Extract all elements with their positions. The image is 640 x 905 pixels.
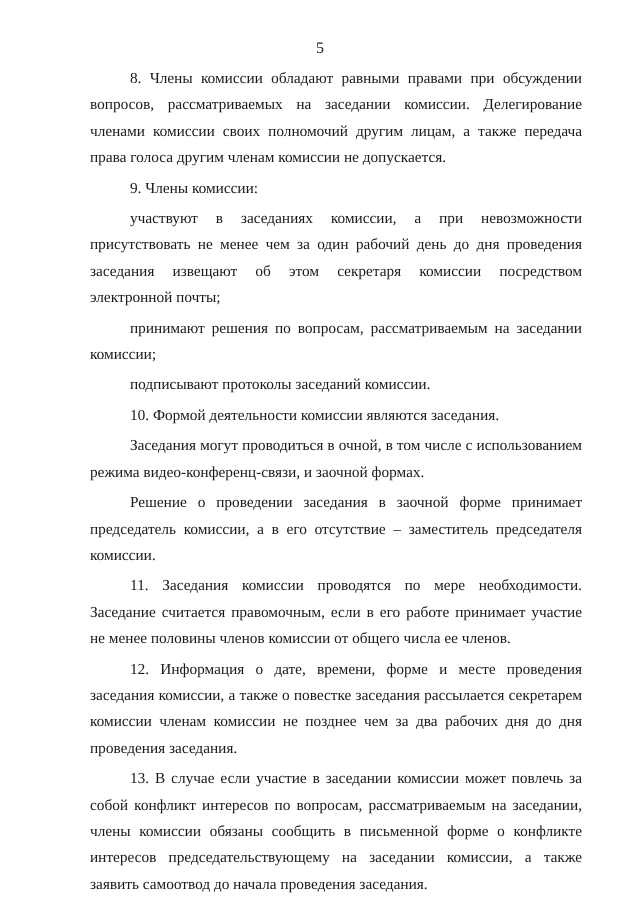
paragraph-10-forms: Заседания могут проводиться в очной, в том числе с использованием режима видео-конференц-связи, и заочной формах. <box>90 437 582 481</box>
paragraph-9-heading: 9. Члены комиссии: <box>130 179 259 197</box>
paragraph-11: 11. Заседания комиссии проводятся по мере необходимости. Заседание считается правомочным, если в его работе принимает участие не менее половины членов комиссии от общего числа ее членов. <box>90 577 582 648</box>
paragraph-12: 12. Информация о дате, времени, форме и месте проведения заседания комиссии, а также о повестке заседания рассылается секретарем комиссии членам комиссии не позднее чем за два рабочих дня до дня проведения заседания. <box>90 660 582 757</box>
paragraph-9-item-sign: подписывают протоколы заседаний комиссии. <box>130 376 431 394</box>
paragraph-10-decision: Решение о проведении заседания в заочной форме принимает председатель комиссии, а в его отсутствие – заместитель председателя комиссии. <box>90 494 582 564</box>
page-number: 5 <box>316 40 324 57</box>
document-body <box>90 66 582 898</box>
paragraph-10: 10. Формой деятельности комиссии являются заседания. <box>130 406 500 424</box>
paragraph-13: 13. В случае если участие в заседании комиссии может повлечь за собой конфликт интересов по вопросам, рассматриваемым на заседании, члены комиссии обязаны сообщить в письменной форме о конфликте интересов председательствующему на заседании комиссии, а также заявить самоотвод до начала проведения заседания. <box>90 770 582 893</box>
paragraph-9-item-participate: участвуют в заседаниях комиссии, а при невозможности присутствовать не менее чем за один рабочий день до дня проведения заседания извещают об этом секретаря комиссии посредством электронной почты; <box>90 210 582 307</box>
paragraph-9-item-decide: принимают решения по вопросам, рассматриваемым на заседании комиссии; <box>90 319 582 364</box>
paragraph-8: 8. Члены комиссии обладают равными правами при обсуждении вопросов, рассматриваемых на заседании комиссии. Делегирование членами комиссии своих полномочий другим лицам, а также передача права голоса другим членам комиссии не допускается. <box>90 70 582 167</box>
